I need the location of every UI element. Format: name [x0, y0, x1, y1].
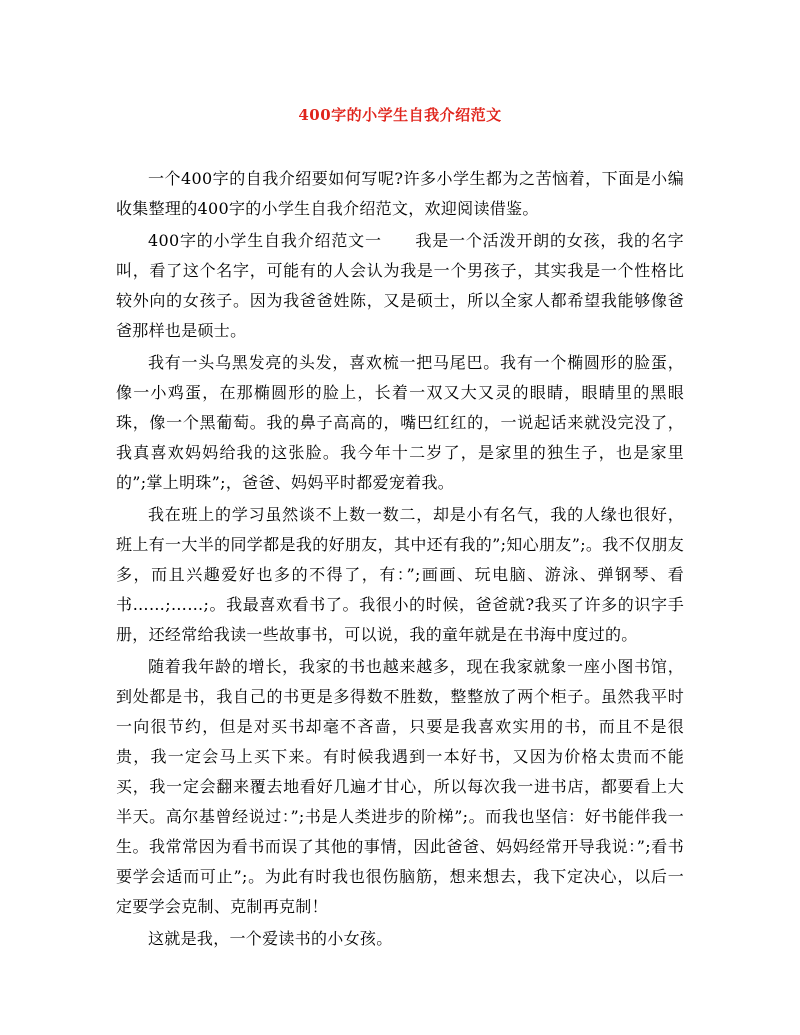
article-body [116, 164, 684, 954]
paragraph-1: 400字的小学生自我介绍范文一 我是一个活泼开朗的女孩，我的名字叫，看了这个名字，可能有的人会认为我是一个男孩子，其实我是一个性格比较外向的女孩子。因为我爸爸姓陈，又是硕士，所以全家人都希望我能够像爸爸那样也是硕士。 [116, 231, 684, 340]
paragraph-4: 随着我年龄的增长，我家的书也越来越多，现在我家就象一座小图书馆，到处都是书，我自己的书更是多得数不胜数，整整放了两个柜子。虽然我平时一向很节约，但是对买书却毫不吝啬，只要是我喜欢实用的书，而且不是很贵，我一定会马上买下来。有时候我遇到一本好书，又因为价格太贵而不能买，我一定会翻来覆去地看好几遍才甘心，所以每次我一进书店，都要看上大半天。高尔基曾经说过：”;书是人类进步的阶梯”;。而我也坚信：好书能伴我一生。我常常因为看书而误了其他的事情，因此爸爸、妈妈经常开导我说：”;看书要学会适而可止”;。为此有时我也很伤脑筋，想来想去，我下定决心，以后一定要学会克制、克制再克制！ [116, 657, 684, 916]
paragraph-conclusion: 这就是我，一个爱读书的小女孩。 [148, 929, 393, 948]
page-title: 400字的小学生自我介绍范文 [298, 106, 502, 124]
paragraph-3: 我在班上的学习虽然谈不上数一数二，却是小有名气，我的人缘也很好，班上有一大半的同学都是我的好朋友，其中还有我的”;知心朋友”;。我不仅朋友多，而且兴趣爱好也多的不得了，有：”;画画、玩电脑、游泳、弹钢琴、看书……;……;。我最喜欢看书了。我很小的时候，爸爸就?我买了许多的识字手册，还经常给我读一些故事书，可以说，我的童年就是在书海中度过的。 [116, 505, 684, 644]
paragraph-intro: 一个400字的自我介绍要如何写呢?许多小学生都为之苦恼着，下面是小编收集整理的400字的小学生自我介绍范文，欢迎阅读借鉴。 [116, 169, 684, 218]
paragraph-2: 我有一头乌黑发亮的头发，喜欢梳一把马尾巴。我有一个椭圆形的脸蛋，像一小鸡蛋，在那椭圆形的脸上，长着一双又大又灵的眼睛，眼睛里的黑眼珠，像一个黑葡萄。我的鼻子高高的，嘴巴红红的，一说起话来就没完没了，我真喜欢妈妈给我的这张脸。我今年十二岁了，是家里的独生子，也是家里的”;掌上明珠”;，爸爸、妈妈平时都爱宠着我。 [116, 353, 684, 492]
